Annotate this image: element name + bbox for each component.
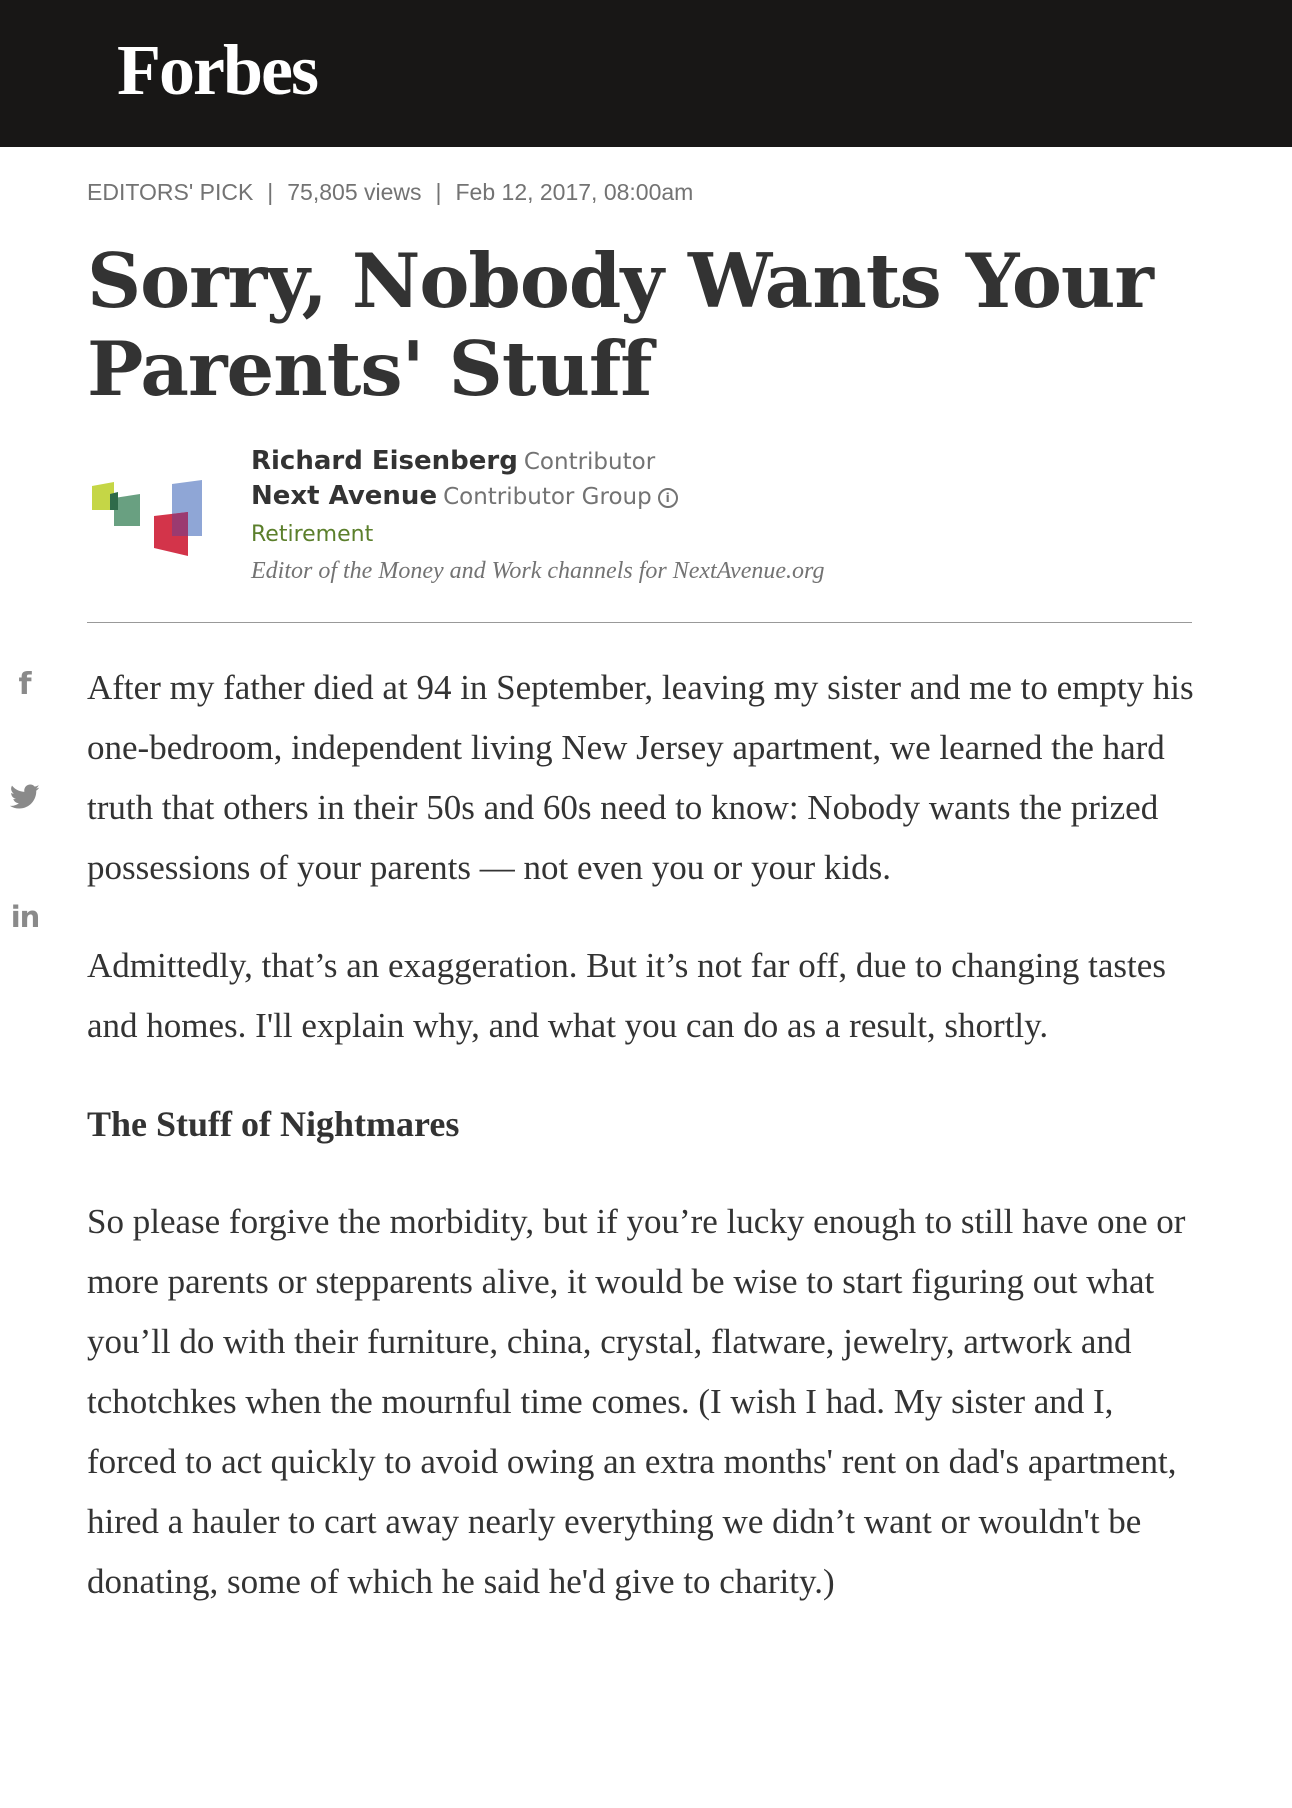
- top-navigation-bar: [0, 0, 1292, 147]
- author-line: [251, 444, 824, 479]
- author-role: Contributor: [523, 449, 656, 475]
- article-meta: [87, 177, 693, 207]
- twitter-share-icon[interactable]: [8, 784, 42, 818]
- meta-separator: |: [435, 179, 442, 205]
- channel-link[interactable]: Retirement: [251, 522, 374, 547]
- info-icon[interactable]: i: [658, 488, 678, 508]
- divider: [87, 622, 1192, 623]
- article-paragraph: Admittedly, that’s an exaggeration. But it’s not far off, due to changing tastes and homes. I'll explain why, and what you can do as a result, shortly.: [87, 946, 1166, 1045]
- logo-block-purple: [172, 512, 188, 536]
- editors-pick-badge[interactable]: EDITORS' PICK: [87, 179, 254, 205]
- group-name[interactable]: Next Avenue: [251, 481, 438, 511]
- publish-date: Feb 12, 2017, 08:00am: [455, 179, 694, 205]
- forbes-logo[interactable]: Forbes: [117, 30, 317, 110]
- article-subheading: The Stuff of Nightmares: [87, 1104, 460, 1144]
- group-role: Contributor Group: [443, 484, 652, 510]
- next-avenue-logo-icon[interactable]: [92, 480, 216, 556]
- logo-block-dark: [110, 492, 118, 510]
- twitter-icon: [10, 784, 40, 810]
- author-name[interactable]: Richard Eisenberg: [251, 446, 518, 476]
- article-body: [87, 658, 1207, 1650]
- group-line: [251, 479, 824, 514]
- article-paragraph: After my father died at 94 in September, leaving my sister and me to empty his one-bedroom, independent living New Jersey apartment, we learned the hard truth that others in their 50s and 60s need to know: Nobody wants the prized possessions of your parents — not even you or your kids.: [87, 668, 1194, 887]
- article-paragraph: So please forgive the morbidity, but if you’re lucky enough to still have one or more parents or stepparents alive, it would be wise to start figuring out what you’ll do with their furniture, china, crystal, flatware, jewelry, artwork and tchotchkes when the mournful time comes. (I wish I had. My sister and I, forced to act quickly to avoid owing an extra months' rent on dad's apartment, hired a hauler to cart away nearly everything we didn’t want or wouldn't be donating, some of which he said he'd give to charity.): [87, 1202, 1186, 1601]
- author-info: [251, 444, 824, 588]
- article-title: Sorry, Nobody Wants Your Parents' Stuff: [87, 237, 1153, 413]
- meta-separator: |: [267, 179, 274, 205]
- facebook-share-icon[interactable]: f: [18, 667, 32, 702]
- author-bio: Editor of the Money and Work channels for NextAvenue.org: [251, 558, 825, 584]
- view-count: 75,805 views: [287, 179, 422, 205]
- linkedin-share-icon[interactable]: in: [10, 900, 40, 934]
